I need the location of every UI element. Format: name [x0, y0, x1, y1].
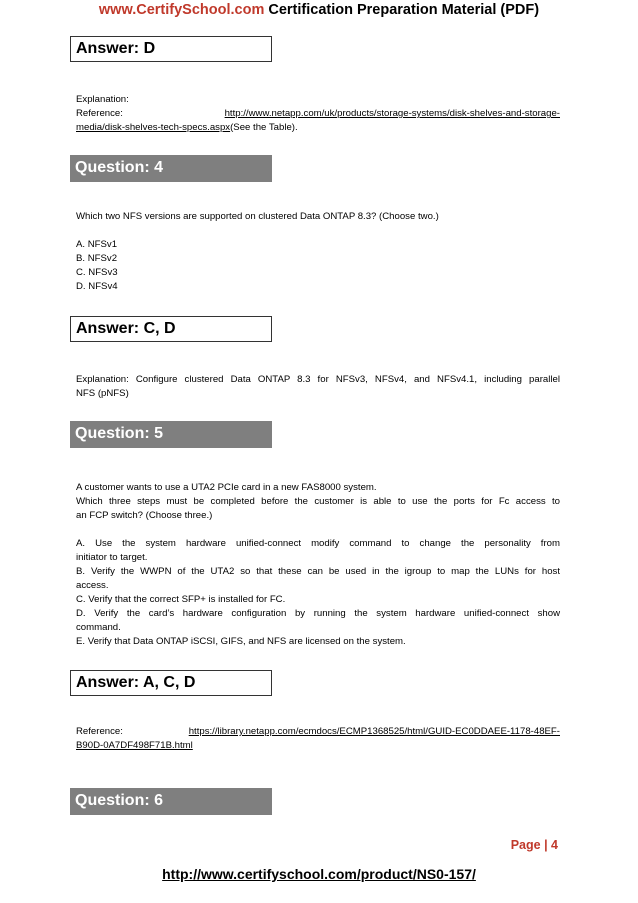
- reference-line-1: [76, 107, 560, 121]
- answer-box-5: Answer: A, C, D: [70, 670, 272, 696]
- reference-5-link-part-1[interactable]: https://library.netapp.com/ecmdocs/ECMP1368525/html/GUID-EC0DDAEE-1178-48EF-: [188, 726, 560, 737]
- option-d: D. NFSv4: [76, 281, 118, 292]
- header-title: Certification Preparation Material (PDF): [264, 2, 540, 18]
- option-a-line-2: initiator to target.: [76, 552, 148, 563]
- question-4-options: [76, 238, 560, 294]
- page-number: Page | 4: [510, 838, 558, 852]
- question-4-text: Which two NFS versions are supported on clustered Data ONTAP 8.3? (Choose two.): [76, 211, 439, 222]
- option-b: B. NFSv2: [76, 253, 118, 264]
- reference-5-link-part-2[interactable]: B90D-0A7DF498F71B.html: [76, 740, 193, 751]
- question-heading-4: Question: 4: [70, 155, 272, 182]
- answer-box-4: Answer: C, D: [70, 316, 272, 342]
- reference-5-line-1: [76, 725, 560, 739]
- question-5-line-2: Which three steps must be completed before the customer is able to use the ports for Fc access to: [76, 496, 560, 507]
- explanation-label: Explanation:: [76, 94, 129, 105]
- answer-box-3: Answer: D: [70, 36, 272, 62]
- option-a-line-1: A. Use the system hardware unified-connect modify command to change the personality from: [76, 538, 560, 549]
- reference-label: Reference:: [76, 108, 123, 119]
- explanation-4-line-2: NFS (pNFS): [76, 388, 129, 399]
- reference-link-part-2[interactable]: media/disk-shelves-tech-specs.aspx: [76, 122, 231, 133]
- question-5-options: [76, 537, 560, 649]
- question-5-line-3: an FCP switch? (Choose three.): [76, 510, 213, 521]
- reference-line-2: [76, 121, 560, 135]
- option-d-line-2: command.: [76, 622, 121, 633]
- explanation-block-4: [76, 373, 560, 401]
- footer-product-link[interactable]: http://www.certifyschool.com/product/NS0-157/: [162, 866, 476, 882]
- option-b-line-2: access.: [76, 580, 109, 591]
- reference-5-label: Reference:: [76, 726, 123, 737]
- page-footer: [0, 866, 638, 882]
- header-site-link[interactable]: www.CertifySchool.com: [98, 2, 265, 18]
- option-e: E. Verify that Data ONTAP iSCSI, GIFS, and NFS are licensed on the system.: [76, 636, 406, 647]
- explanation-block-3: [76, 93, 560, 135]
- question-5-line-1: A customer wants to use a UTA2 PCIe card in a new FAS8000 system.: [76, 482, 377, 493]
- reference-suffix: (See the Table).: [230, 122, 298, 133]
- option-d-line-1: D. Verify the card’s hardware configuration by running the system hardware unified-connect show: [76, 608, 560, 619]
- question-heading-6: Question: 6: [70, 788, 272, 815]
- option-b-line-1: B. Verify the WWPN of the UTA2 so that these can be used in the igroup to map the LUNs for host: [76, 566, 560, 577]
- page-header: [0, 2, 638, 18]
- explanation-4-line-1: Explanation: Configure clustered Data ONTAP 8.3 for NFSv3, NFSv4, and NFSv4.1, including parallel: [76, 374, 560, 385]
- question-5-text: [76, 481, 560, 523]
- option-a: A. NFSv1: [76, 239, 118, 250]
- reference-5-line-2: [76, 739, 560, 753]
- option-c: C. Verify that the correct SFP+ is installed for FC.: [76, 594, 286, 605]
- option-c: C. NFSv3: [76, 267, 118, 278]
- reference-block-5: [76, 725, 560, 753]
- question-heading-5: Question: 5: [70, 421, 272, 448]
- reference-link-part-1[interactable]: http://www.netapp.com/uk/products/storage-systems/disk-shelves-and-storage-: [224, 108, 560, 119]
